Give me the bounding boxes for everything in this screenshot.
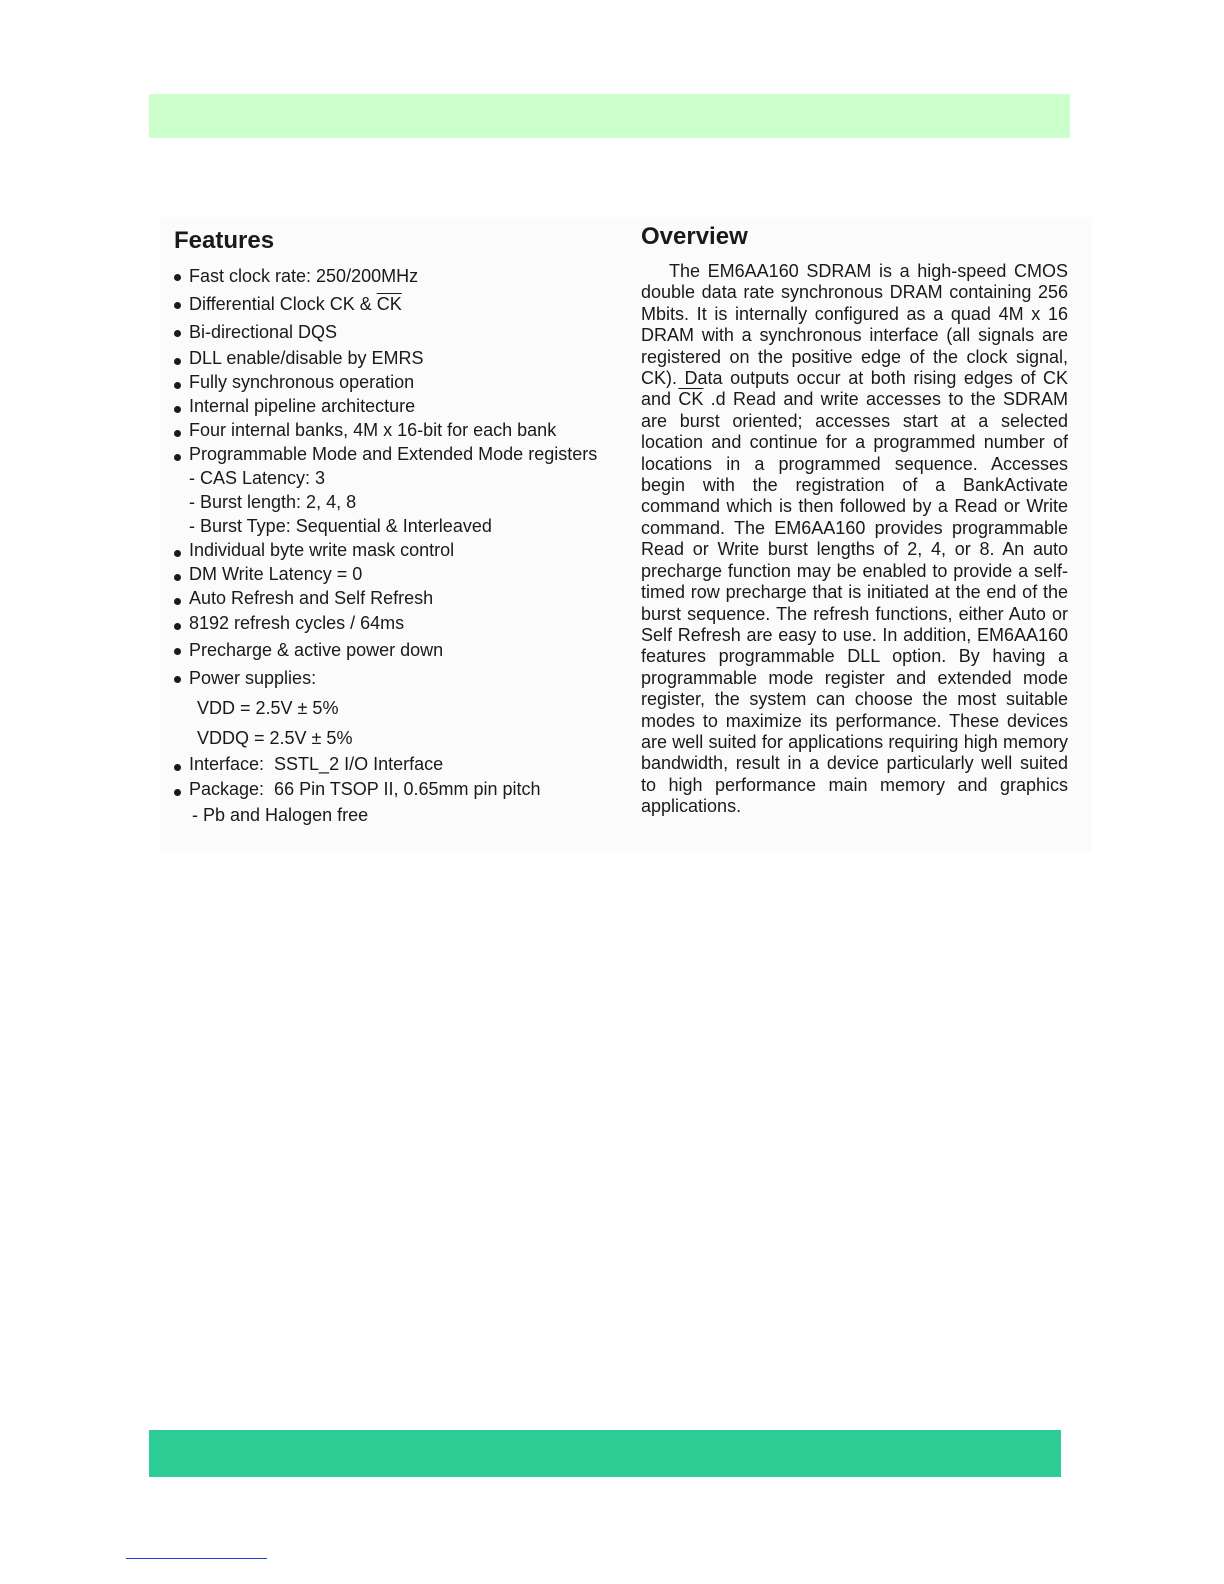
ck-bar: $\overline{CK}$ [678, 389, 704, 410]
power-supply-line: VDDQ = 2.5V ± 5% [197, 728, 353, 748]
feature-item: DLL enable/disable by EMRS [174, 346, 624, 370]
ck-bar: $\overline{CK}$ [376, 294, 402, 314]
feature-item: Four internal banks, 4M x 16-bit for each bank [174, 418, 624, 442]
feature-item: Package: 66 Pin TSOP II, 0.65mm pin pitch [174, 777, 624, 802]
feature-item: Internal pipeline architecture [174, 394, 624, 418]
feature-subitem: - Burst length: 2, 4, 8 [189, 492, 357, 512]
overview-heading: Overview [641, 223, 748, 250]
feature-subitem: - Pb and Halogen free [192, 805, 369, 825]
footer-rule [126, 1558, 267, 1559]
feature-item: Programmable Mode and Extended Mode registers [174, 442, 624, 466]
feature-item: Auto Refresh and Self Refresh [174, 586, 624, 611]
overview-paragraph: The EM6AA160 SDRAM is a high-speed CMOS double data rate synchronous DRAM containing 256 Mbits. It is internally configured as a quad 4M x 16 DRAM with a synchronous interface (all signals are registered on the positive edge of the clock signal, CK). Data outputs occur at both rising edges of CK and $\overline{CK}$ .d Read and write accesses to the SDRAM are burst oriented; accesses start at a selected location and continue for a programmed number of locations in a programmed sequence. Accesses begin with the registration of a BankActivate command which is then followed by a Read or Write command. The EM6AA160 provides programmable Read or Write burst lengths of 2, 4, or 8. An auto precharge function may be enabled to provide a self-timed row precharge that is initiated at the end of the burst sequence. The refresh functions, either Auto or Self Refresh are easy to use. In addition, EM6AA160 features programmable DLL option. By having a programmable mode register and extended mode register, the system can choose the most suitable modes to maximize its performance. These devices are well suited for applications requiring high memory bandwidth, result in a device particularly well suited to high performance main memory and graphics applications. [641, 261, 1068, 817]
features-list [174, 262, 624, 828]
features-section [174, 226, 624, 825]
feature-item: Differential Clock CK & $\overline{CK}$ [174, 290, 624, 318]
feature-item: Precharge & active power down [174, 636, 624, 664]
feature-item: Fast clock rate: 250/200MHz [174, 262, 624, 290]
feature-item: Bi-directional DQS [174, 318, 624, 346]
feature-subitem: - CAS Latency: 3 [189, 468, 326, 488]
footer-band [149, 1430, 1061, 1477]
features-heading: Features [174, 227, 275, 254]
feature-item: DM Write Latency = 0 [174, 562, 624, 586]
feature-item: 8192 refresh cycles / 64ms [174, 611, 624, 636]
power-supply-line: VDD = 2.5V ± 5% [197, 698, 339, 718]
feature-subitem: - Burst Type: Sequential & Interleaved [189, 516, 492, 536]
feature-item: Fully synchronous operation [174, 370, 624, 394]
feature-item: Power supplies: [174, 664, 624, 692]
feature-item: Individual byte write mask control [174, 538, 624, 562]
feature-item: Interface: SSTL_2 I/O Interface [174, 752, 624, 777]
header-band [149, 94, 1070, 138]
overview-section [641, 222, 1068, 818]
